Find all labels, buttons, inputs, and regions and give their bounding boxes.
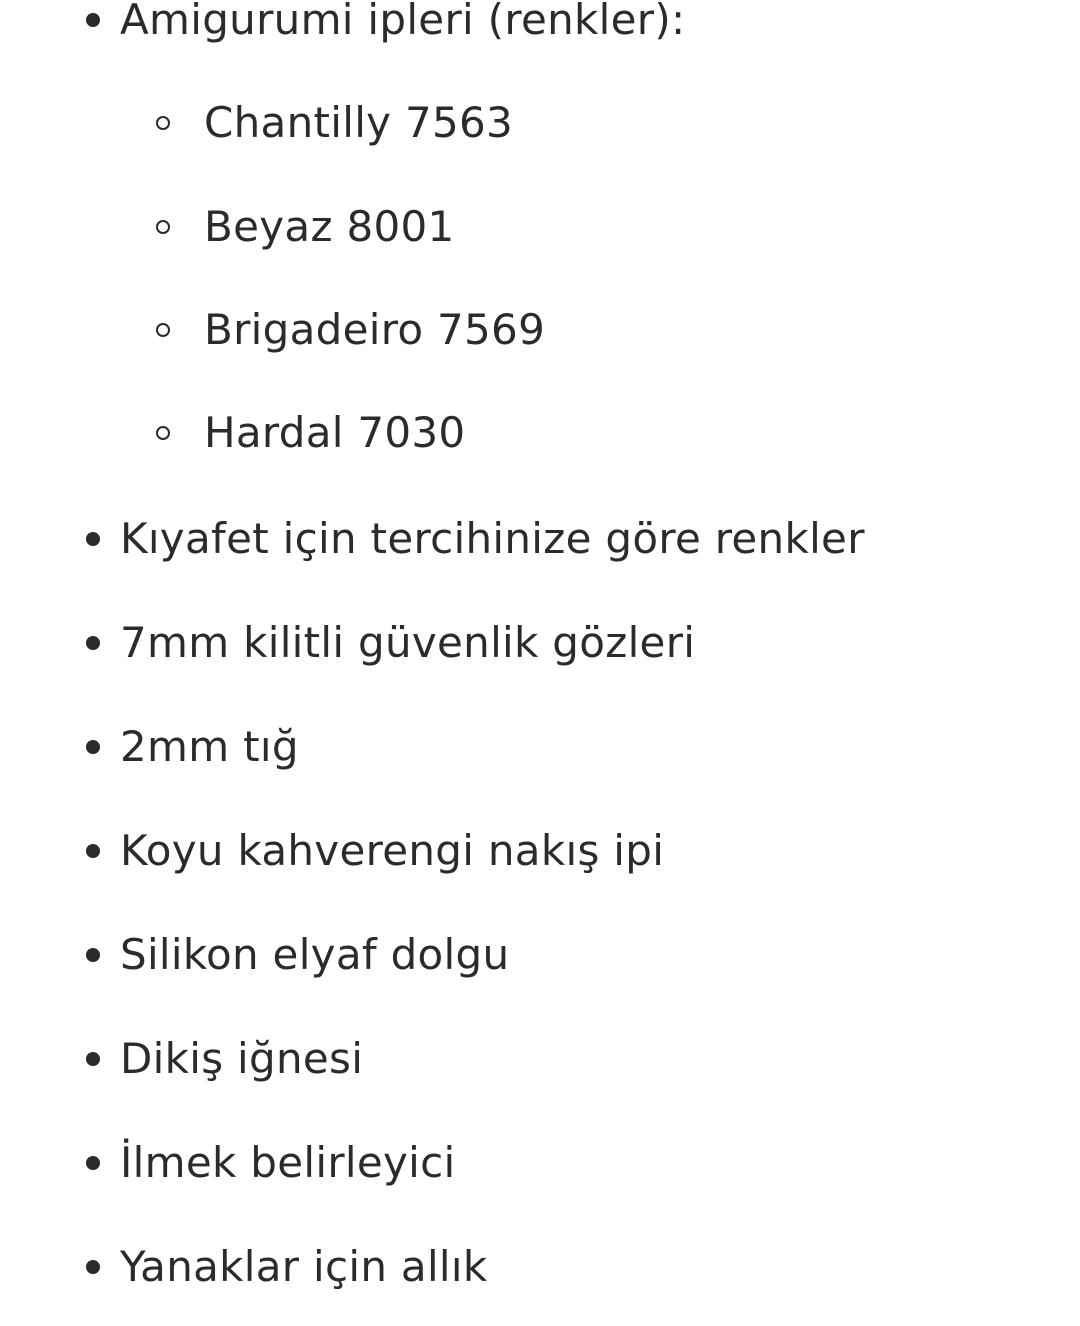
bullet-disc-icon <box>86 13 100 27</box>
sub-list-item <box>156 300 545 360</box>
sub-list-item-label: Hardal 7030 <box>204 408 466 457</box>
sub-list-item-label: Beyaz 8001 <box>204 202 455 251</box>
list-item <box>86 717 299 777</box>
list-item <box>86 509 865 569</box>
bullet-disc-icon <box>86 532 100 546</box>
list-item-label: Dikiş iğnesi <box>120 1034 364 1083</box>
list-item <box>86 1237 487 1297</box>
sub-list-item-label: Brigadeiro 7569 <box>204 305 546 354</box>
list-item-label: Silikon elyaf dolgu <box>120 930 510 979</box>
list-item-label: Koyu kahverengi nakış ipi <box>120 826 665 875</box>
sub-list-item-label: Chantilly 7563 <box>204 98 514 147</box>
list-item-label: Yanaklar için allık <box>120 1242 488 1291</box>
bullet-disc-icon <box>86 1260 100 1274</box>
sub-list-item <box>156 197 455 257</box>
list-item <box>86 1133 455 1193</box>
bullet-disc-icon <box>86 1156 100 1170</box>
list-item <box>86 1029 363 1089</box>
bullet-disc-icon <box>86 740 100 754</box>
list-item-label: 2mm tığ <box>120 722 299 771</box>
list-item <box>86 0 685 50</box>
bullet-disc-icon <box>86 636 100 650</box>
bullet-circle-icon <box>156 323 170 337</box>
list-item <box>86 925 509 985</box>
sub-list-item <box>156 93 513 153</box>
bullet-circle-icon <box>156 220 170 234</box>
bullet-circle-icon <box>156 116 170 130</box>
bullet-circle-icon <box>156 426 170 440</box>
list-item <box>86 821 664 881</box>
list-item-label: İlmek belirleyici <box>120 1138 456 1187</box>
bullet-disc-icon <box>86 844 100 858</box>
list-item-label: Amigurumi ipleri (renkler): <box>120 0 686 44</box>
bullet-disc-icon <box>86 948 100 962</box>
list-item-label: 7mm kilitli güvenlik gözleri <box>120 618 696 667</box>
bullet-disc-icon <box>86 1052 100 1066</box>
sub-list-item <box>156 403 465 463</box>
list-item-label: Kıyafet için tercihinize göre renkler <box>120 514 865 563</box>
list-item <box>86 613 695 673</box>
